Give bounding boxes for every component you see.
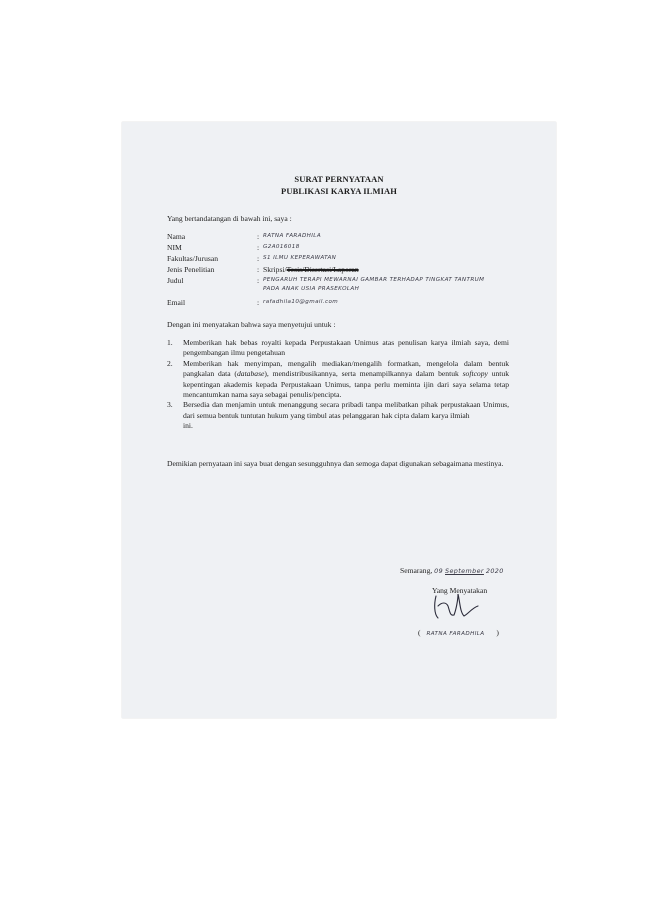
date-year: 2020 xyxy=(485,567,504,575)
scanned-document-page xyxy=(122,122,556,718)
item-tail: ini. xyxy=(183,421,193,431)
item-text: Bersedia dan menjamin untuk menanggung secara pribadi tanpa melibatkan pihak perpustakaan Unimus, dari semua bentuk tuntutan hukum yang timbul atas pelanggaran hak cipta dalam karya ilmiah xyxy=(183,400,509,420)
signer-name: RATNA FARADHILA xyxy=(426,631,485,637)
paren-close: ) xyxy=(496,628,499,637)
item-text-a: Memberikan hak menyimpan, mengalih mediakan/mengalih formatkan, mengelola dalam bentuk pangkalan data ( xyxy=(183,358,509,379)
nama-value: RATNA FARADHILA xyxy=(263,233,322,239)
nama-label: Nama xyxy=(167,232,186,241)
date-month: September xyxy=(445,567,484,575)
item-text-c: untuk kepentingan akademis kepada Perpustakaan Unimus, tanpa perlu meminta ijin dari saya selama tetap mencantumkan nama saya sebagai penulis/pencipta. xyxy=(183,369,509,400)
colon: : xyxy=(257,276,260,285)
place: Semarang, xyxy=(400,566,433,575)
jenis-value xyxy=(263,265,359,274)
colon: : xyxy=(257,298,260,307)
fakultas-label: Fakultas/Jurusan xyxy=(167,254,219,263)
paren-open: ( xyxy=(418,628,421,637)
colon: : xyxy=(257,243,260,252)
colon: : xyxy=(257,254,260,263)
item-number: 2. xyxy=(167,358,173,368)
date-day: 09 xyxy=(434,567,444,575)
field-jenis-penelitian xyxy=(167,265,527,276)
item-number: 3. xyxy=(167,400,173,410)
item-text-b: ), mendistribusikannya, serta menampilkannya dalam bentuk xyxy=(264,369,463,379)
list-item xyxy=(167,400,509,431)
closing-text: Demikian pernyataan ini saya buat dengan sesungguhnya dan semoga dapat digunakan sebagaimana mestinya. xyxy=(167,459,504,468)
colon: : xyxy=(257,265,260,274)
email-label: Email xyxy=(167,298,186,307)
item-italic-softcopy: softcopy xyxy=(462,369,488,379)
field-judul xyxy=(167,276,527,298)
email-value: rafadhila10@gmail.com xyxy=(263,299,339,305)
judul-line-2: PADA ANAK USIA PRASEKOLAH xyxy=(263,286,360,292)
nim-value: G2A016018 xyxy=(263,244,300,250)
jenis-label: Jenis Penelitian xyxy=(167,265,215,274)
statement-intro: Dengan ini menyatakan bahwa saya menyetujui untuk : xyxy=(167,320,336,329)
document-title: SURAT PERNYATAAN xyxy=(294,174,384,184)
item-number: 1. xyxy=(167,338,173,347)
field-email xyxy=(167,298,527,309)
fakultas-value: S1 ILMU KEPERAWATAN xyxy=(263,255,337,261)
item-italic-database: database xyxy=(236,369,265,379)
field-nim xyxy=(167,243,527,254)
judul-line-1: PENGARUH TERAPI MEWARNAI GAMBAR TERHADAP TINGKAT TANTRUM xyxy=(263,277,485,283)
nim-label: NIM xyxy=(167,243,182,252)
jenis-struck: Tesis/Disertasi/Laporan xyxy=(286,265,359,274)
yang-menyatakan: Yang Menyatakan xyxy=(432,586,488,595)
item-text: Memberikan hak bebas royalti kepada Perpustakaan Unimus atas penulisan karya ilmiah saya, demi pengembangan ilmu pengetahuan xyxy=(183,338,509,358)
colon: : xyxy=(257,232,260,241)
handwritten-signature xyxy=(428,588,488,626)
signature-block xyxy=(400,566,530,646)
list-item xyxy=(167,359,509,401)
field-nama xyxy=(167,232,527,243)
document-subtitle: PUBLIKASI KARYA ILMIAH xyxy=(281,186,397,196)
signer-name-line xyxy=(418,628,499,639)
judul-label: Judul xyxy=(167,276,184,285)
place-date xyxy=(400,566,504,576)
jenis-prefix: Skripsi/ xyxy=(263,265,287,274)
field-fakultas xyxy=(167,254,527,265)
intro-text: Yang bertandatangan di bawah ini, saya : xyxy=(167,214,292,223)
list-item xyxy=(167,338,509,359)
statement-list xyxy=(167,338,509,432)
